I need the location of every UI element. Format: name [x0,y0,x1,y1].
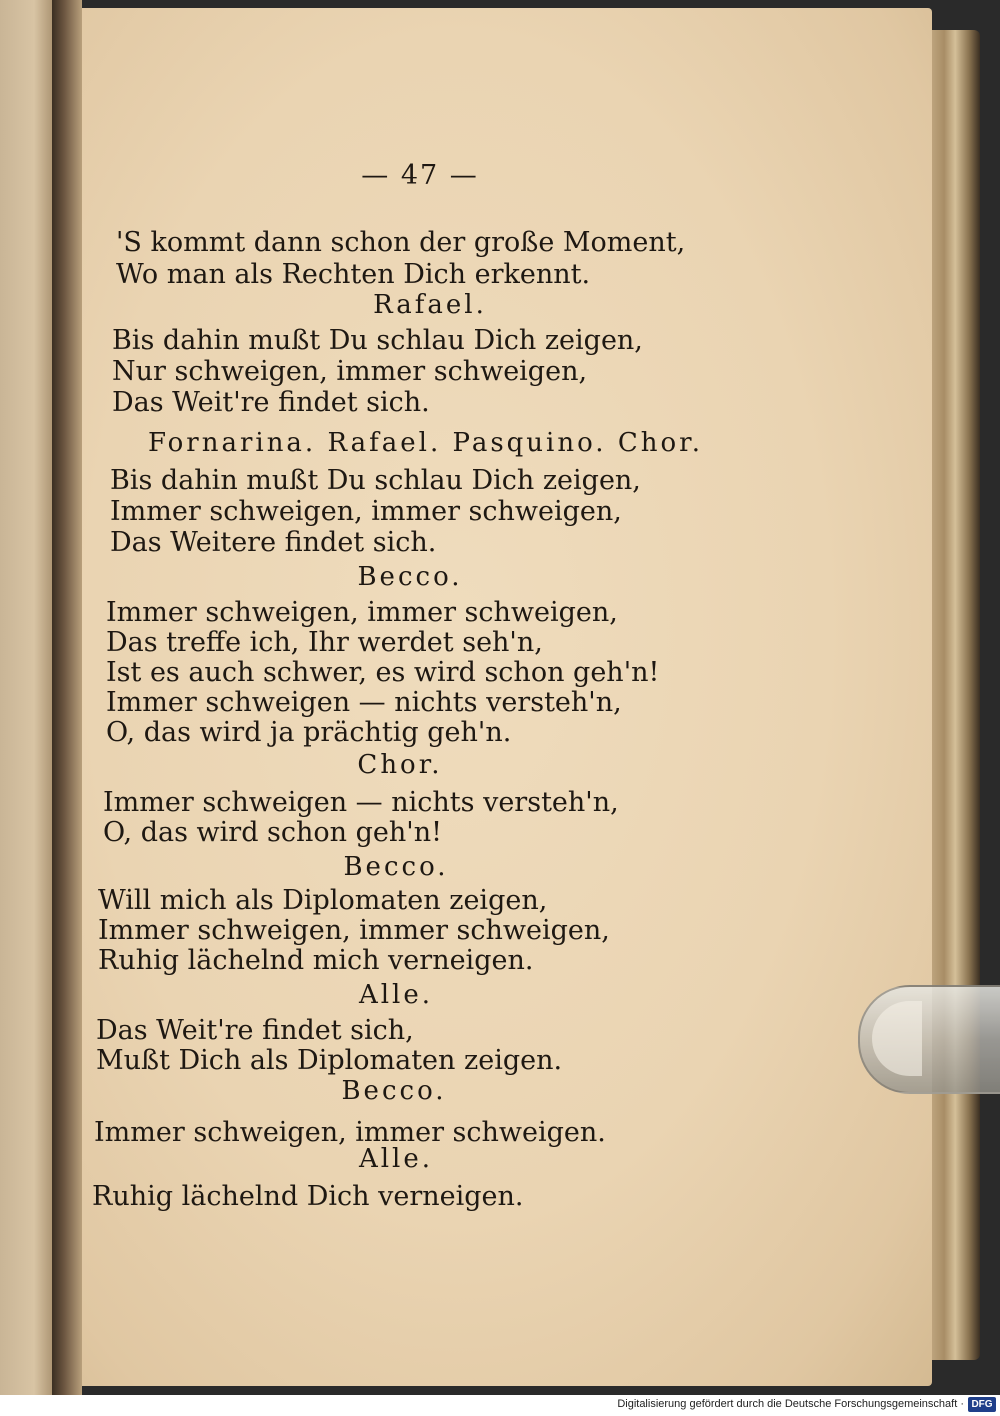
footer-credit: Digitalisierung gefördert durch die Deutsche Forschungsgemeinschaft · [617,1398,964,1410]
verse-line: O, das wird schon geh'n! [103,817,442,848]
verse-line: Ist es auch schwer, es wird schon geh'n! [106,657,660,688]
speaker-heading: Becco. [343,852,449,882]
speaker-heading: Alle. [358,1144,434,1174]
speaker-heading: Alle. [358,980,434,1010]
speaker-heading: Becco. [341,1076,447,1106]
page-clip [858,985,1000,1094]
digitization-footer [0,1395,1000,1416]
verse-line: Immer schweigen — nichts versteh'n, [103,787,619,818]
verse-line: Wo man als Rechten Dich erkennt. [116,259,591,290]
verse-line: Ruhig lächelnd mich verneigen. [98,945,534,976]
verse-line: Immer schweigen, immer schweigen, [110,496,622,527]
verse-line: Immer schweigen, immer schweigen. [94,1117,606,1148]
verse-line: Immer schweigen, immer schweigen, [98,915,610,946]
verse-line: Das Weit're findet sich. [112,387,430,418]
verse-line: 'S kommt dann schon der große Moment, [116,227,686,258]
verse-line: Das treffe ich, Ihr werdet seh'n, [106,627,543,658]
verse-line: Ruhig lächelnd Dich verneigen. [92,1181,524,1212]
speaker-heading: Fornarina. Rafael. Pasquino. Chor. [148,428,703,458]
verse-line: Immer schweigen, immer schweigen, [106,597,618,628]
verse-line: Bis dahin mußt Du schlau Dich zeigen, [112,325,643,356]
dfg-logo-icon: DFG [968,1397,996,1412]
speaker-heading: Chor. [357,750,443,780]
verse-line: Das Weitere findet sich. [110,527,437,558]
verse-line: Immer schweigen — nichts versteh'n, [106,687,622,718]
verse-line: Das Weit're findet sich, [96,1015,414,1046]
clip-highlight [872,1001,922,1076]
verse-line: Will mich als Diplomaten zeigen, [98,885,548,916]
verse-line: O, das wird ja prächtig geh'n. [106,717,512,748]
speaker-heading: Becco. [357,562,463,592]
speaker-heading: Rafael. [373,290,487,320]
verse-line: Nur schweigen, immer schweigen, [112,356,588,387]
verse-line: Bis dahin mußt Du schlau Dich zeigen, [110,465,641,496]
page-number: — 47 — [361,160,479,191]
verse-line: Mußt Dich als Diplomaten zeigen. [96,1045,563,1076]
